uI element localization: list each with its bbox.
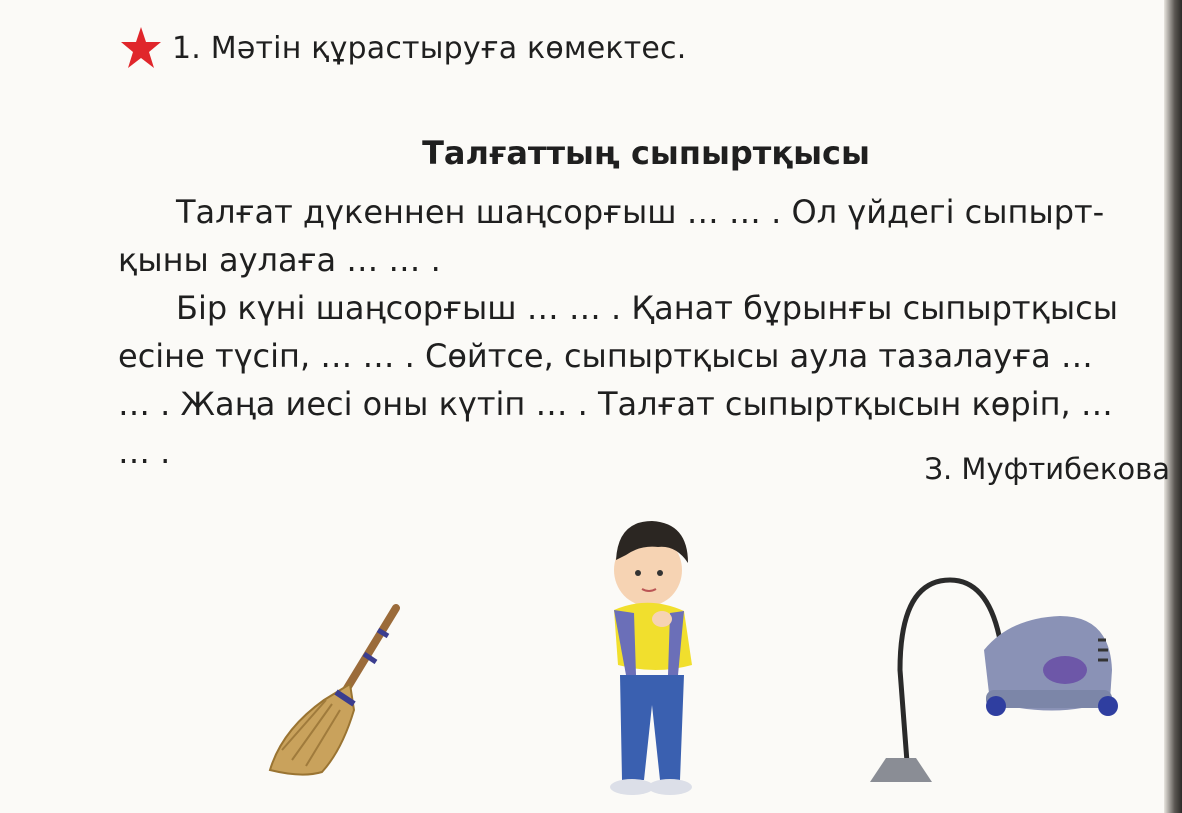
broom-illustration: [262, 600, 412, 780]
paragraph-2: [118, 284, 1172, 476]
paragraph-1: [118, 188, 1172, 284]
paragraph-line: Бір күні шаңсорғыш … … . Қанат бұрынғы сыпыртқысы: [176, 289, 1119, 327]
boy-illustration: [596, 515, 706, 800]
paragraph-line: есіне түсіп, … … . Сөйтсе, сыпыртқысы аула тазалауға …: [118, 337, 1093, 375]
paragraph-line: қыны аулаға … … .: [118, 241, 441, 279]
paragraph-line: … . Жаңа иесі оны күтіп … . Талғат сыпыртқысын көріп, …: [118, 385, 1113, 423]
task-heading: [120, 26, 687, 70]
star-icon: [120, 26, 162, 70]
vacuum-cleaner-illustration: [860, 570, 1120, 795]
paragraph-line: Талғат дүкеннен шаңсорғыш … … . Ол үйдегі сыпырт-: [176, 193, 1105, 231]
task-text: 1. Мәтін құрастыруға көмектес.: [172, 30, 687, 66]
paragraph-line: … .: [118, 433, 171, 471]
author: З. Муфтибекова: [924, 452, 1170, 486]
story-title: Талғаттың сыпыртқысы: [422, 134, 870, 172]
